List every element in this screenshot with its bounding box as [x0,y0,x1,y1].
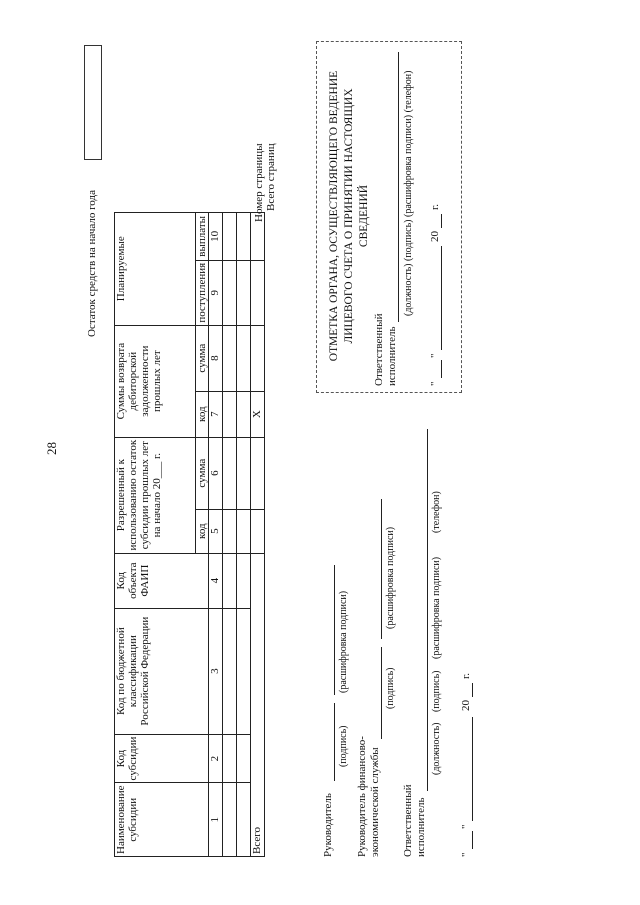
header-name: Наименование субсидии [115,783,209,857]
table-cell [237,608,251,734]
page-number: 28 [44,442,59,455]
head-signature-line [334,703,335,781]
table-cell [237,734,251,783]
subsidy-table [114,212,265,857]
column-number: 6 [209,437,223,509]
total-cell [251,260,265,325]
subheader-sum: сумма [196,437,209,509]
subheader-payments: выплаты [196,212,209,260]
table-cell [223,437,237,509]
table-cell [223,391,237,437]
date-month-line [472,717,473,821]
approval-title: ОТМЕТКА ОРГАНА, ОСУЩЕСТВЛЯЮЩЕГО ВЕДЕНИЕ ЛИЦЕВОГО СЧЕТА О ПРИНЯТИИ НАСТОЯЩИХ СВЕДЕНИЙ [328,70,370,362]
column-number: 9 [209,260,223,325]
approval-signature-line [398,52,399,322]
table-cell [237,509,251,553]
column-numbers-row [209,212,223,856]
table-row [237,212,251,856]
table-cell [237,325,251,391]
header-planned: Планируемые [115,212,196,325]
date-year-suffix: г. [460,672,472,679]
header-code: Код субсидии [115,734,209,783]
total-label: Всего [251,553,265,856]
header-faip-code: Код объекта ФАИП [115,553,209,608]
total-cell [251,437,265,509]
total-mark: X [251,391,265,437]
caption-decoding: (расшифровка подписи) [338,590,349,693]
caption-signature: (подпись) [338,725,349,767]
subheader-income: поступления [196,260,209,325]
column-number: 3 [209,608,223,734]
column-number: 8 [209,325,223,391]
approval-date-year-prefix: 20 [429,231,441,242]
finance-head-label-1: Руководитель финансово- [356,736,368,857]
approval-date-quote-close: " [429,353,441,358]
approval-executor-label-2: исполнитель [386,326,398,386]
caption-signature: (подпись) [431,670,442,712]
balance-label: Остаток средств на начало года [86,190,98,337]
finance-signature-line [381,647,382,739]
total-cell [251,509,265,553]
head-label: Руководитель [322,793,334,857]
table-row [223,212,237,856]
table-cell [223,734,237,783]
table-cell [223,608,237,734]
approval-box [316,41,462,393]
page-number-label: Номер страницы [253,143,265,222]
column-number: 5 [209,509,223,553]
subheader-code: код [196,509,209,553]
table-cell [237,553,251,608]
table-cell [237,212,251,260]
table-cell [237,391,251,437]
caption-decoding: (расшифровка подписи) [385,526,396,629]
approval-date-quote-open: " [429,381,441,386]
executor-label-1: Ответственный [402,784,414,857]
subheader-code: код [196,391,209,437]
page-info [253,143,277,222]
total-pages-label: Всего страниц [265,143,277,211]
date-year-line [472,683,473,697]
table-cell [223,212,237,260]
subheader-sum: сумма [196,325,209,391]
head-decoding-line [334,565,335,695]
approval-date-year-line [441,214,442,228]
finance-decoding-line [381,499,382,639]
approval-date-year-suffix: г. [429,203,441,210]
column-number: 10 [209,212,223,260]
table-cell [223,553,237,608]
caption-position: (должность) [431,722,442,775]
table-header-row [115,212,196,856]
approval-caption: (должность) (подпись) (расшифровка подписи) (телефон) [403,70,414,316]
total-row [251,212,265,856]
date-year-prefix: 20 [460,700,472,711]
column-number: 7 [209,391,223,437]
table-cell [223,325,237,391]
column-number: 4 [209,553,223,608]
table-cell [223,783,237,857]
approval-executor-label-1: Ответственный [373,313,385,386]
table-cell [223,260,237,325]
column-number: 2 [209,734,223,783]
caption-decoding: (расшифровка подписи) [431,556,442,659]
executor-label-2: исполнитель [415,797,427,857]
approval-date-day-line [441,360,442,378]
date-quote-open: " [460,852,472,857]
table-cell [237,783,251,857]
approval-date-month-line [441,246,442,350]
balance-value-box [84,45,102,160]
table-cell [237,437,251,509]
header-returns: Суммы возврата дебиторской задолженности прошлых лет [115,325,196,437]
caption-phone: (телефон) [431,491,442,533]
finance-head-label-2: экономической службы [369,747,381,857]
header-budget-code: Код по бюджетной классификации Российской Федерации [115,608,209,734]
date-quote-close: " [460,824,472,829]
total-cell [251,325,265,391]
header-allowed: Разрешенный к использованию остаток субсидии прошлых лет на начало 20___ г. [115,437,196,553]
caption-signature: (подпись) [385,667,396,709]
date-day-line [472,831,473,849]
table-cell [223,509,237,553]
table-cell [237,260,251,325]
column-number: 1 [209,783,223,857]
executor-signature-line [427,429,428,791]
